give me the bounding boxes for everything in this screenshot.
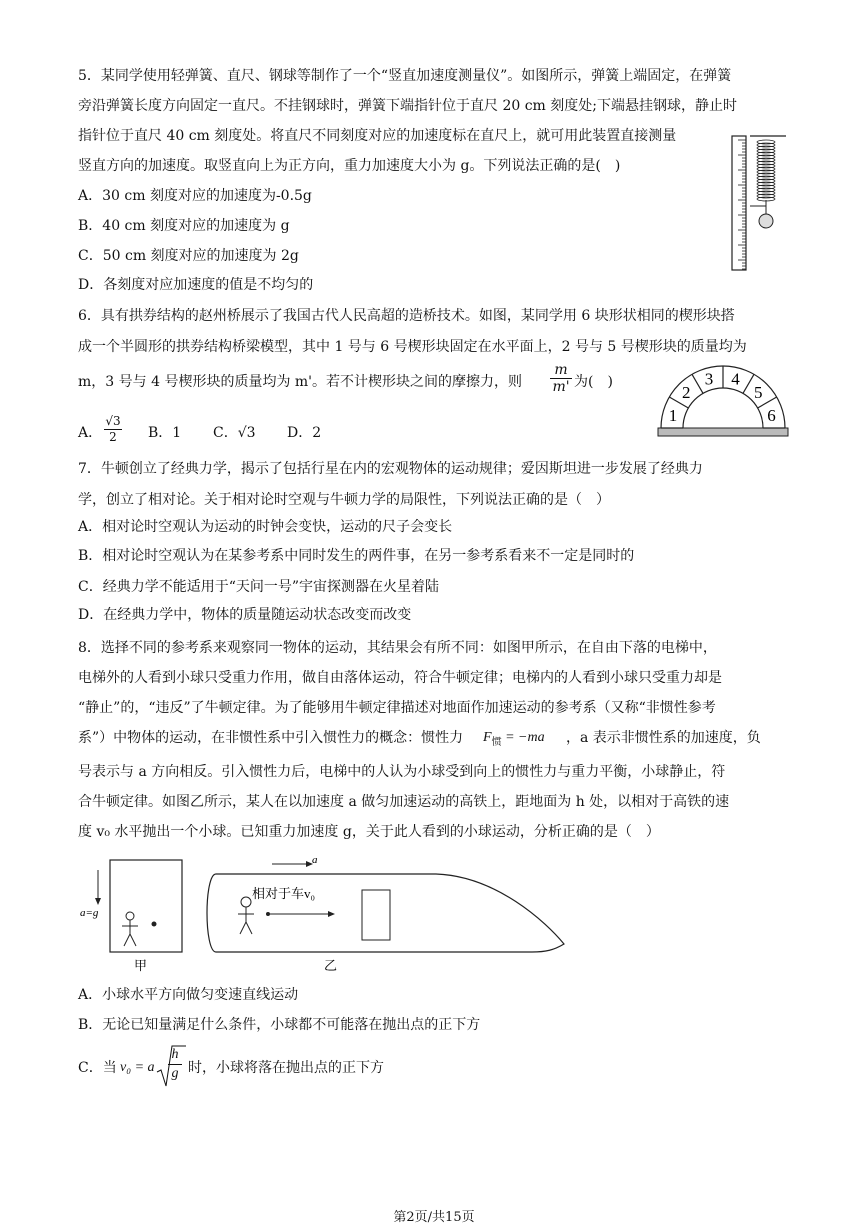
q7-option-c: C．经典力学不能适用于“天问一号”宇宙探测器在火星着陆 — [78, 579, 440, 595]
q5-option-a: A．30 cm 刻度对应的加速度为-0.5g — [78, 188, 312, 204]
q6-option-a-label: A． — [78, 425, 103, 441]
q6-line-2: 成一个半圆形的拱券结构桥梁模型，其中 1 号与 6 号楔形块固定在水平面上，2 号与 5 号楔形块的质量均为 — [78, 339, 747, 355]
q8-line-2: 电梯外的人看到小球只受重力作用，做自由落体运动，符合牛顿定律；电梯内的人看到小球只受重力却是 — [78, 670, 722, 686]
q6-line-3-end: 为( ) — [574, 374, 613, 390]
q8-line-1: 8．选择不同的参考系来观察同一物体的运动，其结果会有所不同：如图甲所示，在自由下落的电梯中， — [78, 640, 717, 656]
label-a: a — [312, 854, 318, 866]
q6-line-1: 6．具有拱券结构的赵州桥展示了我国古代人民高超的造桥技术。如图，某同学用 6 块形状相同的楔形块搭 — [78, 308, 735, 324]
label-relative-velocity: 相对于车v₀ — [252, 886, 316, 901]
page-footer: 第2页/共15页 — [393, 1210, 475, 1225]
q8-option-c-post: 时，小球将落在抛出点的正下方 — [188, 1060, 384, 1076]
q6-option-b: B．1 — [148, 425, 182, 441]
elevator-train-figure — [76, 852, 576, 978]
q6-line-3: m，3 号与 4 号楔形块的质量均为 m'。若不计楔形块之间的摩擦力，则 — [78, 374, 523, 390]
option-a-numerator: √3 — [105, 414, 121, 428]
option-a-denominator: 2 — [109, 430, 117, 444]
q5-line-1: 5．某同学使用轻弹簧、直尺、钢球等制作了一个“竖直加速度测量仪”。如图所示，弹簧上端固定，在弹簧 — [78, 68, 732, 84]
sqrt-numerator: h — [168, 1046, 182, 1065]
thrown-ball — [266, 912, 270, 916]
q7-line-1: 7．牛顿创立了经典力学，揭示了包括行星在内的宏观物体的运动规律；爱因斯坦进一步发展了经典力 — [78, 461, 703, 477]
q7-option-b: B．相对论时空观认为在某参考系中同时发生的两件事，在另一参考系看来不一定是同时的 — [78, 548, 635, 564]
q5-line-4: 竖直方向的加速度。取竖直向上为正方向，重力加速度大小为 g。下列说法正确的是( ) — [78, 158, 621, 174]
spring-ruler-figure — [728, 134, 790, 274]
q8-option-b: B．无论已知量满足什么条件，小球都不可能落在抛出点的正下方 — [78, 1017, 481, 1033]
q5-option-d: D．各刻度对应加速度的值是不均匀的 — [78, 277, 314, 293]
sqrt-fraction — [168, 1046, 182, 1083]
wedge-block-label: 1 — [668, 405, 678, 425]
label-a-eq-g: a=g — [80, 907, 99, 919]
q6-option-c: C．√3 — [213, 425, 256, 441]
q7-line-2: 学，创立了相对论。关于相对论时空观与牛顿力学的局限性，下列说法正确的是（ ） — [78, 492, 610, 508]
ratio-denominator: m' — [552, 379, 570, 395]
sqrt-denominator: g — [171, 1066, 179, 1081]
q8-line-3: “静止”的，“违反”了牛顿定律。为了能够用牛顿定律描述对地面作加速运动的参考系（又称“非惯性参考 — [78, 700, 716, 716]
wedge-block-label: 6 — [767, 405, 776, 425]
label-yi: 乙 — [324, 958, 338, 973]
q5-line-3: 指针位于直尺 40 cm 刻度处。将直尺不同刻度对应的加速度标在直尺上，就可用此装置直接测量 — [78, 128, 677, 144]
inertial-force-formula — [483, 728, 545, 753]
formula-rhs: = −ma — [501, 730, 545, 745]
q8-option-c-pre: C．当 — [78, 1060, 117, 1076]
q7-option-a: A．相对论时空观认为运动的时钟会变快，运动的尺子会变长 — [78, 519, 453, 535]
q8-line-4: 系”）中物体的运动，在非惯性系中引入惯性力的概念：惯性力 — [78, 730, 464, 746]
wedge-block-label: 4 — [731, 369, 740, 389]
q6-option-a-fraction — [104, 414, 122, 445]
wedge-block-label: 3 — [704, 369, 714, 389]
q8-line-6: 合牛顿定律。如图乙所示，某人在以加速度 a 做匀加速运动的高铁上，距地面为 h 处，以相对于高铁的速 — [78, 794, 730, 810]
q6-option-d: D．2 — [287, 425, 322, 441]
ball-in-elevator — [152, 922, 157, 927]
mass-ratio-fraction — [550, 362, 572, 395]
q8-line-5: 号表示与 a 方向相反。引入惯性力后，电梯中的人认为小球受到向上的惯性力与重力平衡，小球静止，符 — [78, 764, 726, 780]
q7-option-d: D．在经典力学中，物体的质量随运动状态改变而改变 — [78, 607, 412, 623]
formula-f: F — [483, 730, 492, 745]
wedge-block-label: 2 — [681, 382, 691, 402]
q8-line-4-end: ，a 表示非惯性系的加速度，负 — [566, 730, 761, 746]
q8-option-c-v0: v₀ = a — [120, 1060, 155, 1075]
arch-bridge-figure — [656, 362, 792, 442]
ratio-numerator: m — [550, 362, 572, 379]
label-jia: 甲 — [134, 958, 148, 973]
q5-line-2: 旁沿弹簧长度方向固定一直尺。不挂钢球时，弹簧下端指针位于直尺 20 cm 刻度处;下端悬挂钢球，静止时 — [78, 98, 737, 114]
q8-line-7: 度 v₀ 水平抛出一个小球。已知重力加速度 g，关于此人看到的小球运动，分析正确的是（ ） — [78, 824, 660, 840]
q5-option-c: C．50 cm 刻度对应的加速度为 2g — [78, 248, 299, 264]
q8-option-a: A．小球水平方向做匀变速直线运动 — [78, 987, 299, 1003]
wedge-block-label: 5 — [754, 382, 763, 402]
formula-subscript: 惯 — [491, 736, 502, 748]
q5-option-b: B．40 cm 刻度对应的加速度为 g — [78, 218, 290, 234]
